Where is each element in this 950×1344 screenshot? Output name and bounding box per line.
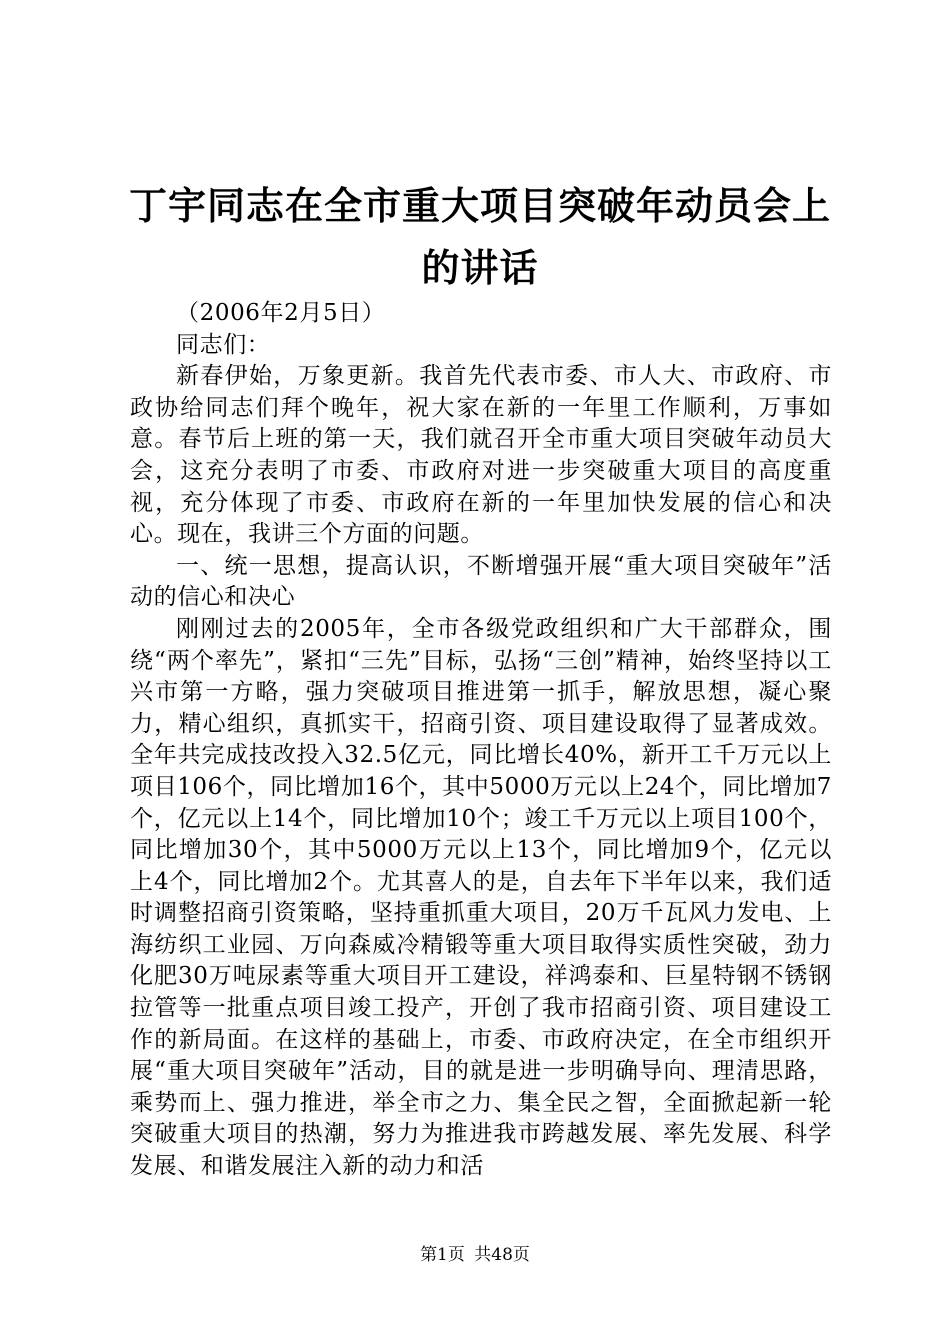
paragraph-achievements: 刚刚过去的2005年，全市各级党政组织和广大干部群众，围绕“两个率先”，紧扣“三先”目标，弘扬“三创”精神，始终坚持以工兴市第一方略，强力突破项目推进第一抓手，解放思想，凝心聚力，精心组织，真抓实干，招商引资、项目建设取得了显著成效。全年共完成技改投入32.5亿元，同比增长40%，新开工千万元以上项目106个，同比增加16个，其中5000万元以上24个，同比增加7个，亿元以上14个，同比增加10个；竣工千万元以上项目100个，同比增加30个，其中5000万元以上13个，同比增加9个，亿元以上4个，同比增加2个。尤其喜人的是，自去年下半年以来，我们适时调整招商引资策略，坚持重抓重大项目，20万千瓦风力发电、上海纺织工业园、万向森威冷精锻等重大项目取得实质性突破，劲力化肥30万吨尿素等重大项目开工建设，祥鸿泰和、巨星特钢不锈钢拉管等一批重点项目竣工投产，开创了我市招商引资、项目建设工作的新局面。在这样的基础上，市委、市政府决定，在全市组织开展“重大项目突破年”活动，目的就是进一步明确导向、理清思路，乘势而上、强力推进，举全市之力、集全民之智，全面掀起新一轮突破重大项目的热潮，努力为推进我市跨越发展、率先发展、科学发展、和谐发展注入新的动力和活 [130,615,832,1180]
date-line: （2006年2月5日） [176,300,386,326]
salutation: 同志们： [176,331,271,358]
document-body [130,298,832,1183]
page-number: 第1页 [420,1245,465,1265]
page-total: 共48页 [474,1245,530,1265]
document-title: 丁宇同志在全市重大项目突破年动员会上的讲话 [128,183,831,290]
section-heading-1: 一、统一思想，提高认识，不断增强开展“重大项目突破年”活动的信心和决心 [130,552,832,611]
page-footer [0,1243,950,1267]
paragraph-opening: 新春伊始，万象更新。我首先代表市委、市人大、市政府、市政协给同志们拜个晚年，祝大家在新的一年里工作顺利，万事如意。春节后上班的第一天，我们就召开全市重大项目突破年动员大会，这充分表明了市委、市政府对进一步突破重大项目的高度重视，充分体现了市委、市政府在新的一年里加快发展的信心和决心。现在，我讲三个方面的问题。 [130,363,832,548]
